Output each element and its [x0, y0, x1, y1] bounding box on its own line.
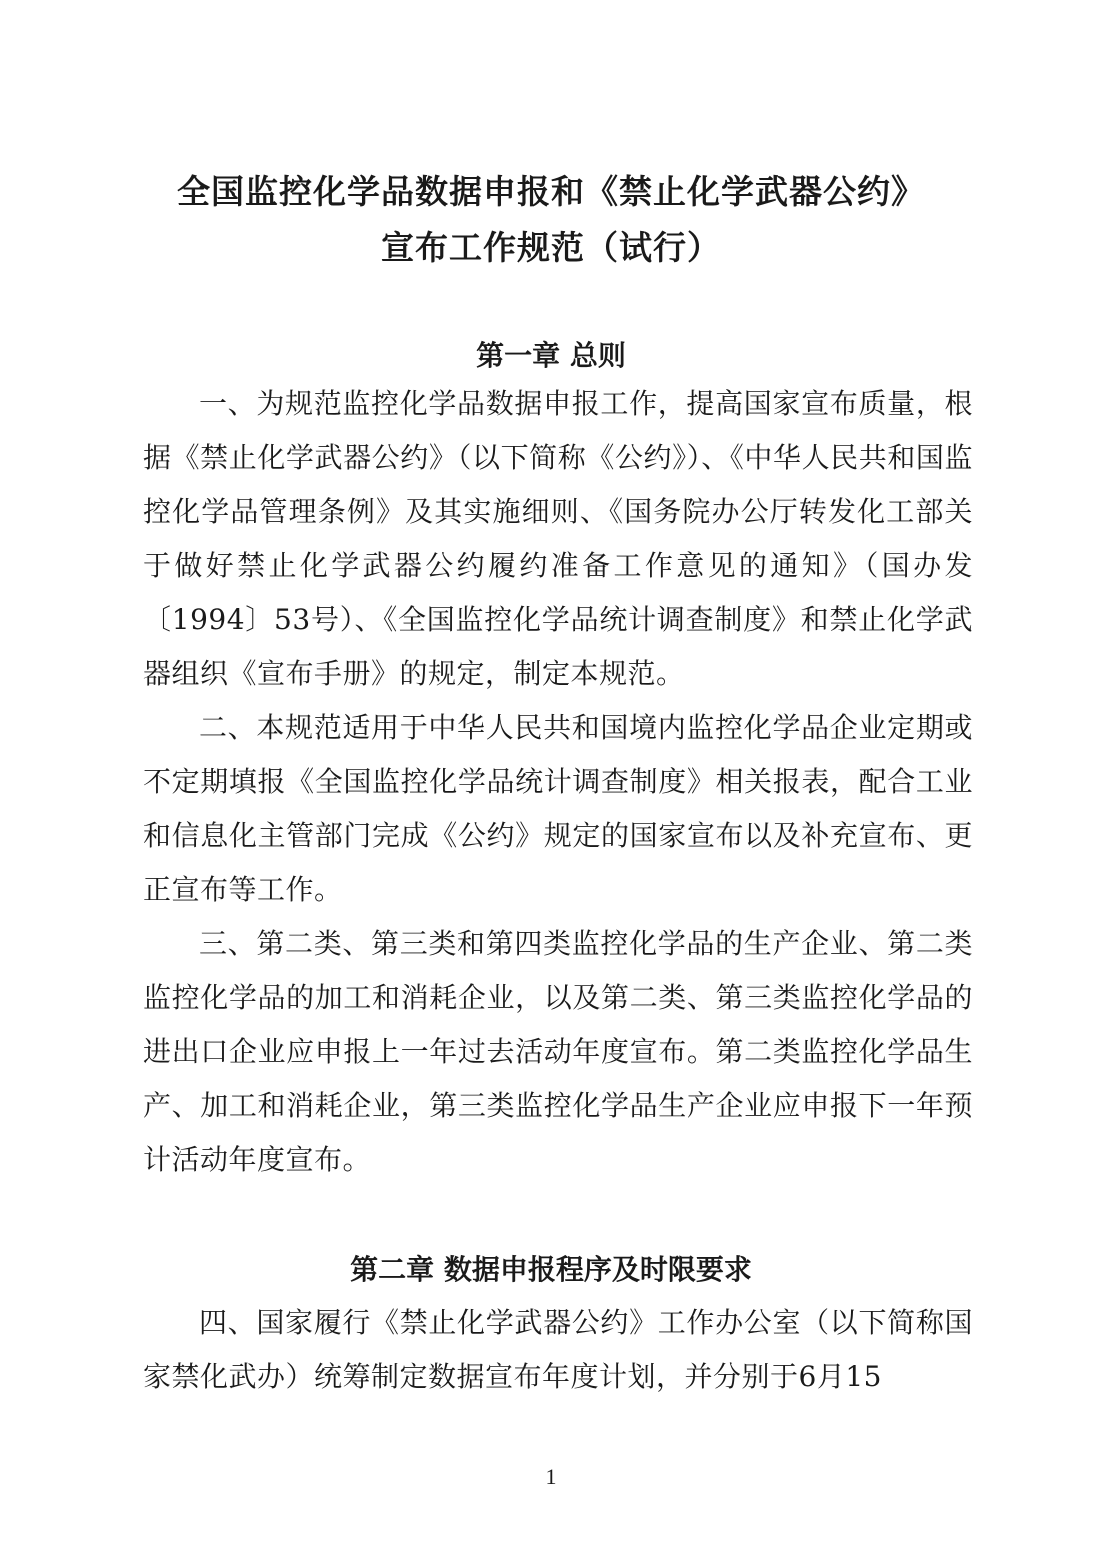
document-title-line2: 宣布工作规范（试行）	[381, 228, 721, 267]
document-title-line1: 全国监控化学品数据申报和《禁止化学武器公约》	[177, 172, 925, 211]
paragraph-3: 三、第二类、第三类和第四类监控化学品的生产企业、第二类监控化学品的加工和消耗企业，以及第二类、第三类监控化学品的进出口企业应申报上一年过去活动年度宣布。第二类监控化学品生产、加工和消耗企业，第三类监控化学品生产企业应申报下一年预计活动年度宣布。	[143, 927, 973, 1176]
chapter1-body	[143, 377, 973, 1187]
page-number: 1	[545, 1464, 557, 1489]
chapter1-heading: 第一章 总则	[476, 339, 626, 372]
paragraph-1: 一、为规范监控化学品数据申报工作，提高国家宣布质量，根据《禁止化学武器公约》（以下简称《公约》）、《中华人民共和国监控化学品管理条例》及其实施细则、《国务院办公厅转发化工部关于做好禁止化学武器公约履约准备工作意见的通知》（国办发〔1994〕53号）、《全国监控化学品统计调查制度》和禁止化学武器组织《宣布手册》的规定，制定本规范。	[143, 387, 973, 690]
paragraph-2: 二、本规范适用于中华人民共和国境内监控化学品企业定期或不定期填报《全国监控化学品统计调查制度》相关报表，配合工业和信息化主管部门完成《公约》规定的国家宣布以及补充宣布、更正宣布等工作。	[143, 711, 973, 906]
paragraph-4: 四、国家履行《禁止化学武器公约》工作办公室（以下简称国家禁化武办）统筹制定数据宣布年度计划，并分别于6月15	[143, 1306, 973, 1393]
chapter2-body	[143, 1296, 973, 1404]
chapter2-heading: 第二章 数据申报程序及时限要求	[350, 1253, 752, 1286]
